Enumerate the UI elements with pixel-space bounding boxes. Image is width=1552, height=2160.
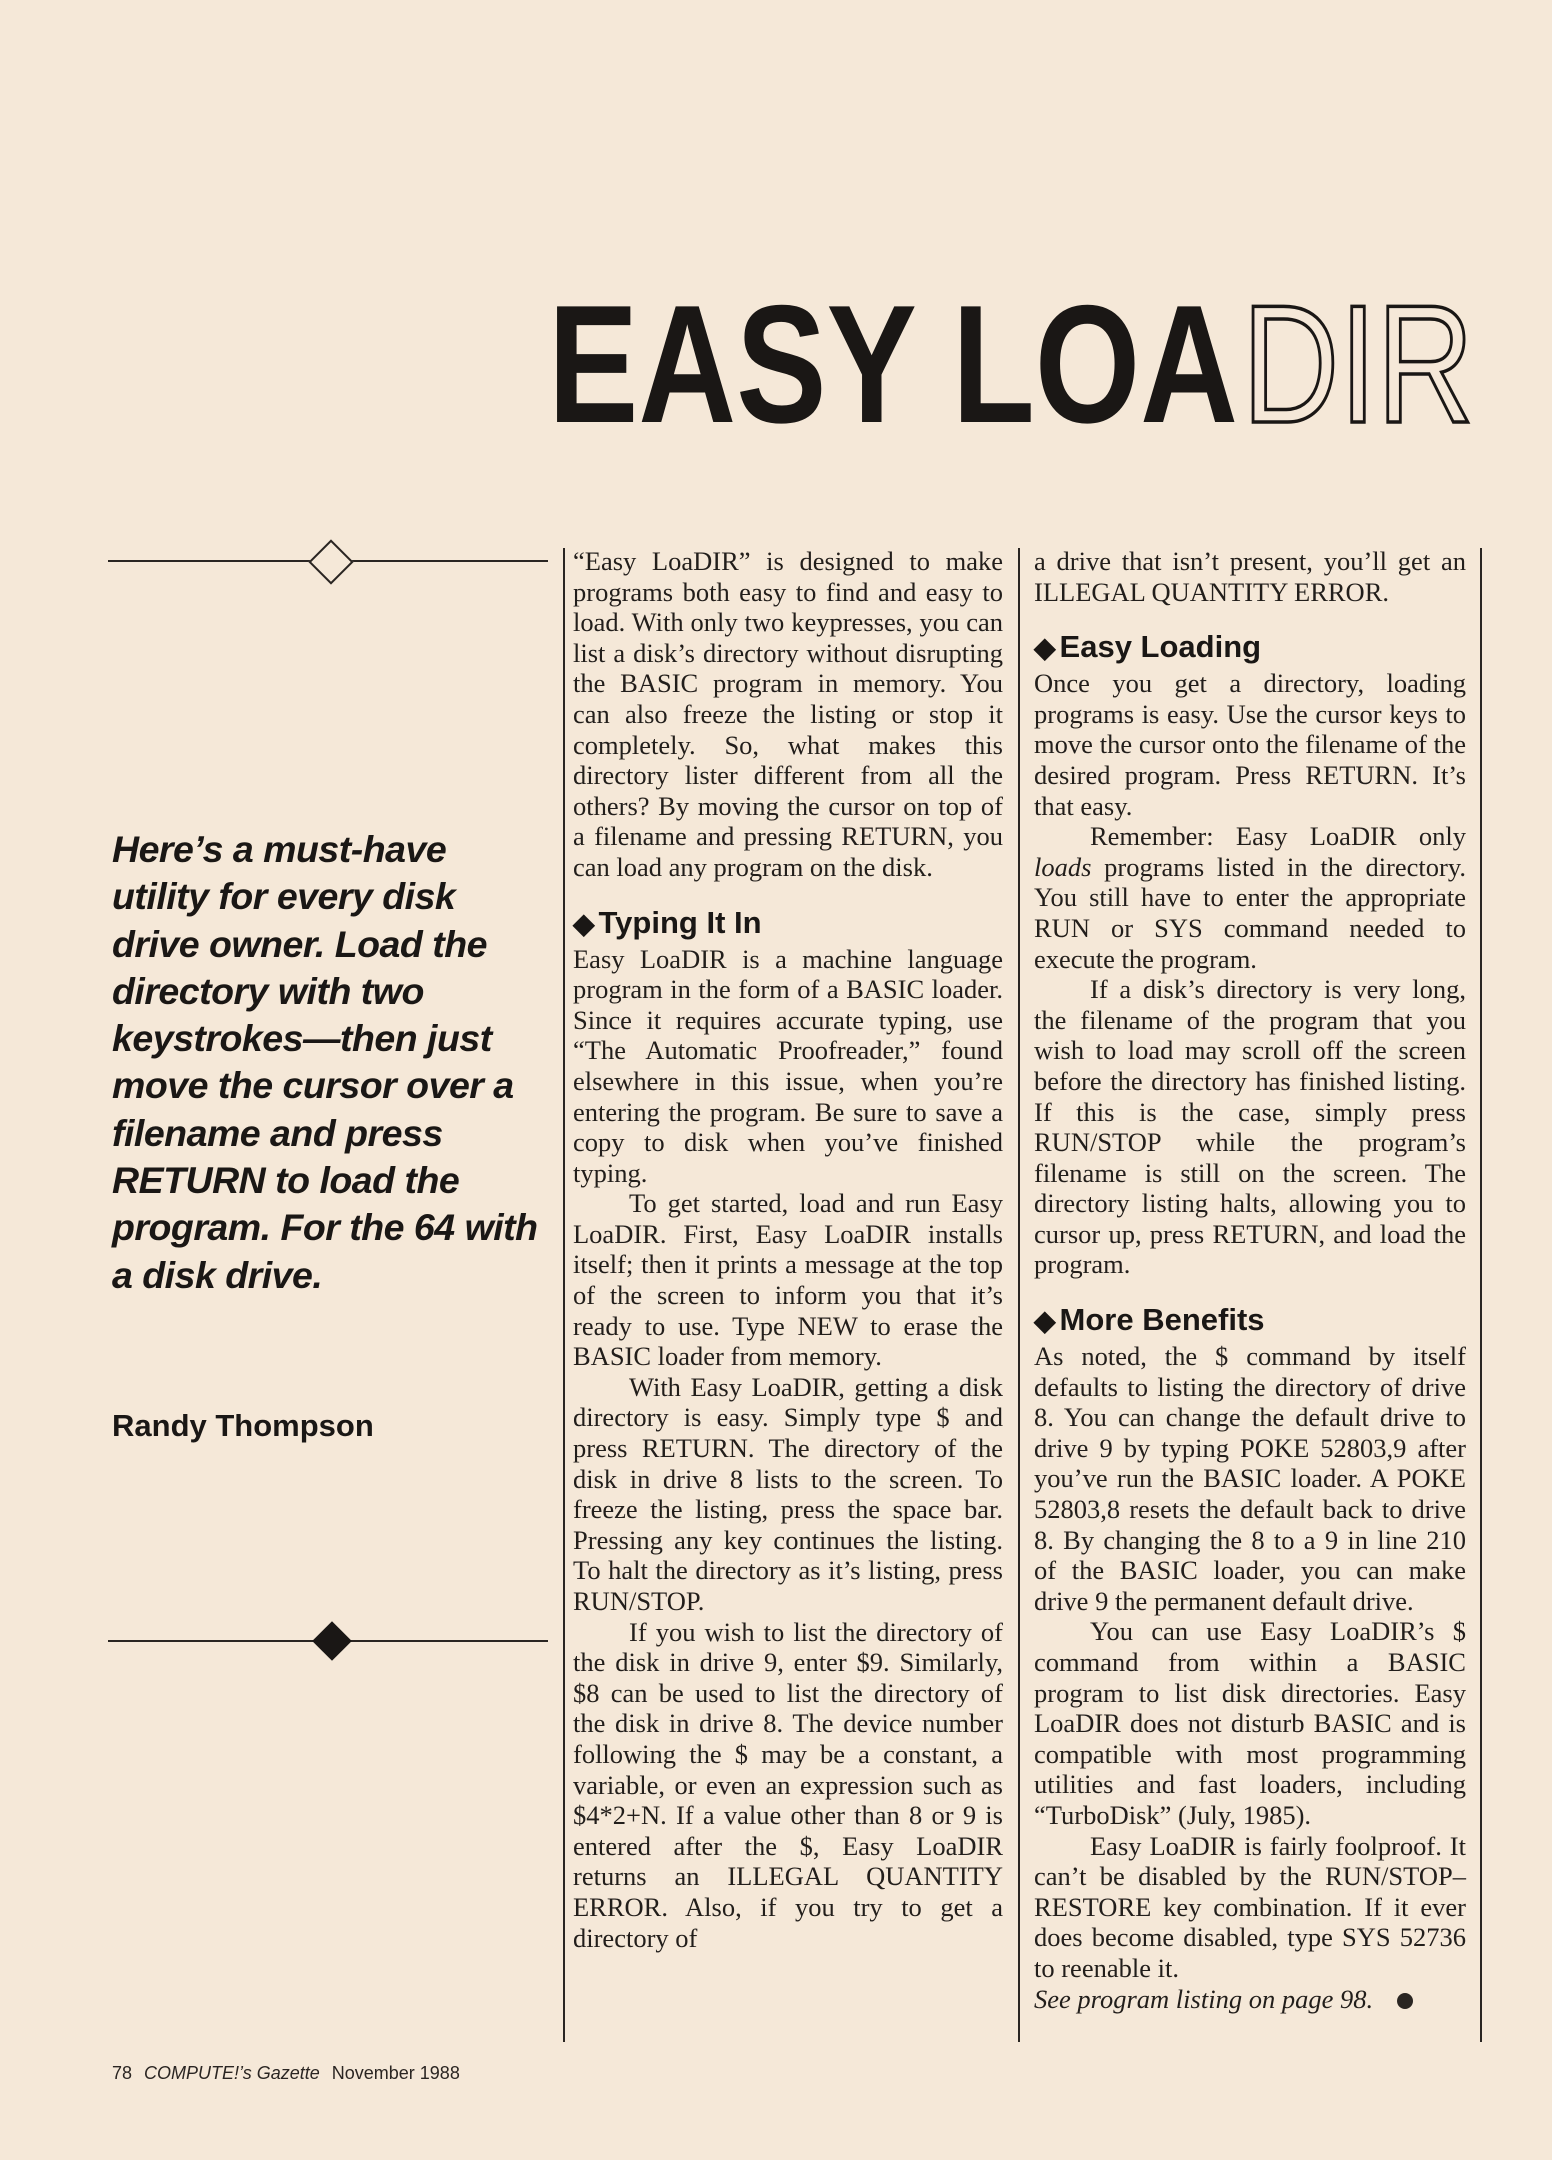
filled-diamond-icon [312, 1621, 352, 1661]
page-number: 78 [112, 2063, 133, 2083]
paragraph: With Easy LoaDIR, getting a disk directory is easy. Simply type $ and press RETURN. The directory of the disk in drive 8 lists to the screen. To freeze the listing, press the space bar. Pressing any key continues the listing. To halt the directory as it’s listing, press RUN/STOP. [573, 1371, 1003, 1616]
paragraph: Easy LoaDIR is a machine language program in the form of a BASIC loader. Since it requires accurate typing, use “The Automatic Proofreader,” found elsewhere in this issue, when you’re entering the program. Be sure to save a copy to disk when you’ve finished typing. [573, 943, 1003, 1188]
section-heading: ◆ More Benefits [1034, 1302, 1265, 1338]
program-listing-note: See program listing on page 98. [1034, 1984, 1466, 2015]
title-solid-text: EASY LOA [548, 298, 1238, 438]
section-heading: ◆ Easy Loading [1034, 629, 1262, 665]
paragraph: If you wish to list the directory of the disk in drive 9, enter $9. Similarly, $8 can be used to list the directory of the disk in drive 8. The device number following the $ may be a constant, a variable, or even an expression such as $4*2+N. If a value other than 8 or 9 is entered after the $, Easy LoaDIR returns an ILLEGAL QUANTITY ERROR. Also, if you try to get a directory of [573, 1616, 1003, 1953]
paragraph: Easy LoaDIR is fairly foolproof. It can’t be disabled by the RUN/STOP–RESTORE key combination. If it ever does become disabled, type SYS 52736 to reenable it. [1034, 1830, 1466, 1983]
paragraph: You can use Easy LoaDIR’s $ command from within a BASIC program to list disk directories. Easy LoaDIR does not disturb BASIC and is compatible with most programming utilities and fast loaders, including “TurboDisk” (July, 1985). [1034, 1616, 1466, 1830]
page-footer [112, 2063, 460, 2084]
paragraph: As noted, the $ command by itself defaults to listing the directory of drive 8. You can change the default drive to drive 9 by typing POKE 52803,9 after you’ve run the BASIC loader. A POKE 52803,8 resets the default back to drive 8. By changing the 8 to a 9 in line 210 of the BASIC loader, you can make drive 9 the permanent default drive. [1034, 1341, 1466, 1616]
outline-diamond-icon [308, 539, 353, 584]
column-rule-right [1480, 548, 1482, 2042]
diamond-bullet-icon: ◆ [1034, 1305, 1056, 1337]
end-mark-icon [1397, 1993, 1413, 2009]
column-rule-left [563, 548, 565, 2042]
article-column-2 [1034, 546, 1466, 2046]
article-column-1 [573, 546, 1003, 2046]
paragraph: To get started, load and run Easy LoaDIR. First, Easy LoaDIR installs itself; then it prints a message at the top of the screen to inform you that it’s ready to use. Type NEW to erase the BASIC loader from memory. [573, 1188, 1003, 1372]
paragraph: If a disk’s directory is very long, the filename of the program that you wish to load may scroll off the screen before the directory has finished listing. If this is the case, simply press RUN/STOP while the program’s filename is still on the screen. The directory listing halts, allowing you to cursor up, press RETURN, and load the program. [1034, 974, 1466, 1280]
issue-date: November 1988 [331, 2063, 460, 2083]
magazine-name: COMPUTE!’s Gazette [144, 2063, 320, 2083]
diamond-bullet-icon: ◆ [1034, 632, 1056, 664]
author-byline: Randy Thompson [112, 1408, 374, 1443]
paragraph: “Easy LoaDIR” is designed to make programs both easy to find and easy to load. With only two keypresses, you can list a disk’s directory without disrupting the BASIC program in memory. You can also freeze the listing or stop it completely. So, what makes this directory lister different from all the others? By moving the cursor on top of a filename and pressing RETURN, you can load any program on the disk. [573, 546, 1003, 882]
article-title [548, 298, 1488, 438]
pull-quote: Here’s a must-have utility for every disk drive owner. Load the directory with two keystrokes—then just move the cursor over a filename and press RETURN to load the program. For the 64 with a disk drive. [112, 828, 538, 1296]
paragraph: a drive that isn’t present, you’ll get an ILLEGAL QUANTITY ERROR. [1034, 546, 1466, 607]
section-heading: ◆ Typing It In [573, 904, 762, 940]
column-rule-middle [1018, 548, 1020, 2042]
paragraph: Remember: Easy LoaDIR only loads programs listed in the directory. You still have to enter the appropriate RUN or SYS command needed to execute the program. [1034, 821, 1466, 974]
diamond-bullet-icon: ◆ [573, 907, 595, 939]
paragraph: Once you get a directory, loading programs is easy. Use the cursor keys to move the cursor onto the filename of the desired program. Press RETURN. It’s that easy. [1034, 668, 1466, 821]
title-outline-text: DIR [1242, 298, 1474, 438]
